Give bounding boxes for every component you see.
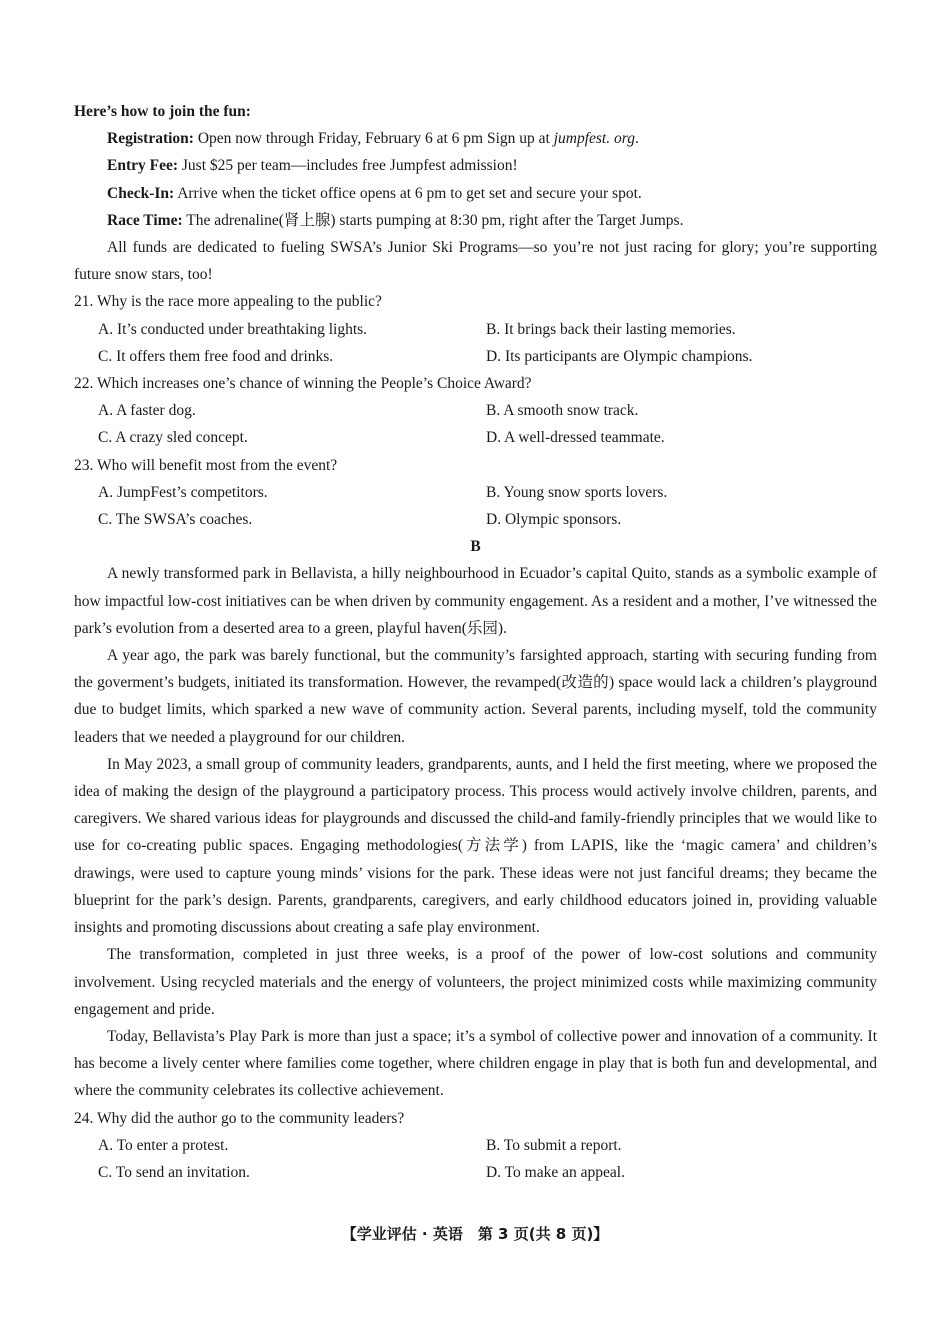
passage-paragraph-2: A year ago, the park was barely functional, but the community’s farsighted approach, starting with securing funding from the goverment’s budgets, initiated its transformation. However, the revamped(改造的) space would lack a children’s playground due to budget limits, which sparked a new wave of community action. Several parents, including myself, told the community leaders that we needed a playground for our children. [74, 647, 877, 746]
question-23-stem: 23. Who will benefit most from the event? [74, 456, 338, 474]
question-23-options-row-1 [74, 479, 877, 506]
question-24-options-row-2 [74, 1159, 877, 1186]
exam-page [74, 98, 877, 1186]
question-23-options-row-2 [74, 506, 877, 533]
option-a: A. To enter a protest. [98, 1136, 229, 1154]
option-a: A. A faster dog. [98, 402, 196, 420]
question-22-options-row-2 [74, 424, 877, 451]
option-b: B. A smooth snow track. [486, 402, 639, 420]
option-b: B. Young snow sports lovers. [486, 483, 668, 501]
option-d: D. A well-dressed teammate. [486, 429, 665, 447]
question-21-options-row-2 [74, 343, 877, 370]
question-22-stem: 22. Which increases one’s chance of winning the People’s Choice Award? [74, 375, 532, 393]
option-d: D. Olympic sponsors. [486, 511, 622, 529]
intro-heading: Here’s how to join the fun: [74, 103, 251, 120]
question-21-stem: 21. Why is the race more appealing to the public? [74, 293, 382, 311]
option-c: C. The SWSA’s coaches. [98, 511, 253, 529]
website-link[interactable]: jumpfest. org [553, 130, 635, 148]
option-b: B. It brings back their lasting memories. [486, 320, 736, 338]
option-b: B. To submit a report. [486, 1136, 622, 1154]
option-a: A. It’s conducted under breathtaking lights. [98, 320, 368, 338]
question-21-options-row-1 [74, 316, 877, 343]
option-c: C. A crazy sled concept. [98, 429, 248, 447]
passage-paragraph-1: A newly transformed park in Bellavista, a hilly neighbourhood in Ecuador’s capital Quito, stands as a symbolic example of how impactful low-cost initiatives can be when driven by community engagement. As a resident and a mother, I’ve witnessed the park’s evolution from a deserted area to a green, playful haven(乐园). [74, 565, 877, 637]
option-d: D. Its participants are Olympic champions. [486, 347, 753, 365]
intro-item-registration: Registration: Open now through Friday, February 6 at 6 pm Sign up at jumpfest. org. [107, 130, 639, 148]
passage-paragraph-4: The transformation, completed in just three weeks, is a proof of the power of low-cost solutions and community involvement. Using recycled materials and the energy of volunteers, the project minimized costs while maximizing community engagement and pride. [74, 946, 877, 1018]
section-b-heading: B [470, 538, 481, 556]
option-a: A. JumpFest’s competitors. [98, 483, 268, 501]
intro-item-check-in: Check-In: Arrive when the ticket office opens at 6 pm to get set and secure your spot. [107, 184, 642, 202]
question-24-stem: 24. Why did the author go to the community leaders? [74, 1109, 405, 1127]
question-24-options-row-1 [74, 1132, 877, 1159]
option-c: C. It offers them free food and drinks. [98, 347, 334, 365]
page-footer: 【学业评估 · 英语 第 3 页(共 8 页)】 [341, 1225, 609, 1243]
option-d: D. To make an appeal. [486, 1163, 625, 1181]
passage-paragraph-5: Today, Bellavista’s Play Park is more than just a space; it’s a symbol of collective power and innovation of a community. It has become a lively center where families come together, where children engage in play that is both fun and developmental, and where the community celebrates its collective achievement. [74, 1027, 877, 1100]
question-22-options-row-1 [74, 397, 877, 424]
passage-paragraph-3: In May 2023, a small group of community leaders, grandparents, aunts, and I held the first meeting, where we proposed the idea of making the design of the playground a participatory process. This process would actively involve children, parents, and caregivers. We shared various ideas for playgrounds and discussed the child-and family-friendly principles that we would like to use for co-creating public spaces. Engaging methodologies(方法学) from LAPIS, like the ‘magic camera’ and children’s drawings, were used to capture young minds’ visions for the park. These ideas were not just fanciful dreams; they became the blueprint for the park’s design. Parents, grandparents, caregivers, and early childhood educators joined in, providing valuable insights and promoting discussions about creating a safe play environment. [74, 755, 877, 937]
intro-item-race-time: Race Time: The adrenaline(肾上腺) starts pumping at 8:30 pm, right after the Target Jumps. [107, 211, 684, 229]
option-c: C. To send an invitation. [98, 1163, 250, 1181]
intro-closing: All funds are dedicated to fueling SWSA’s Junior Ski Programs—so you’re not just racing for glory; you’re supporting future snow stars, too! [74, 239, 877, 284]
intro-item-entry-fee: Entry Fee: Just $25 per team—includes free Jumpfest admission! [107, 157, 518, 175]
